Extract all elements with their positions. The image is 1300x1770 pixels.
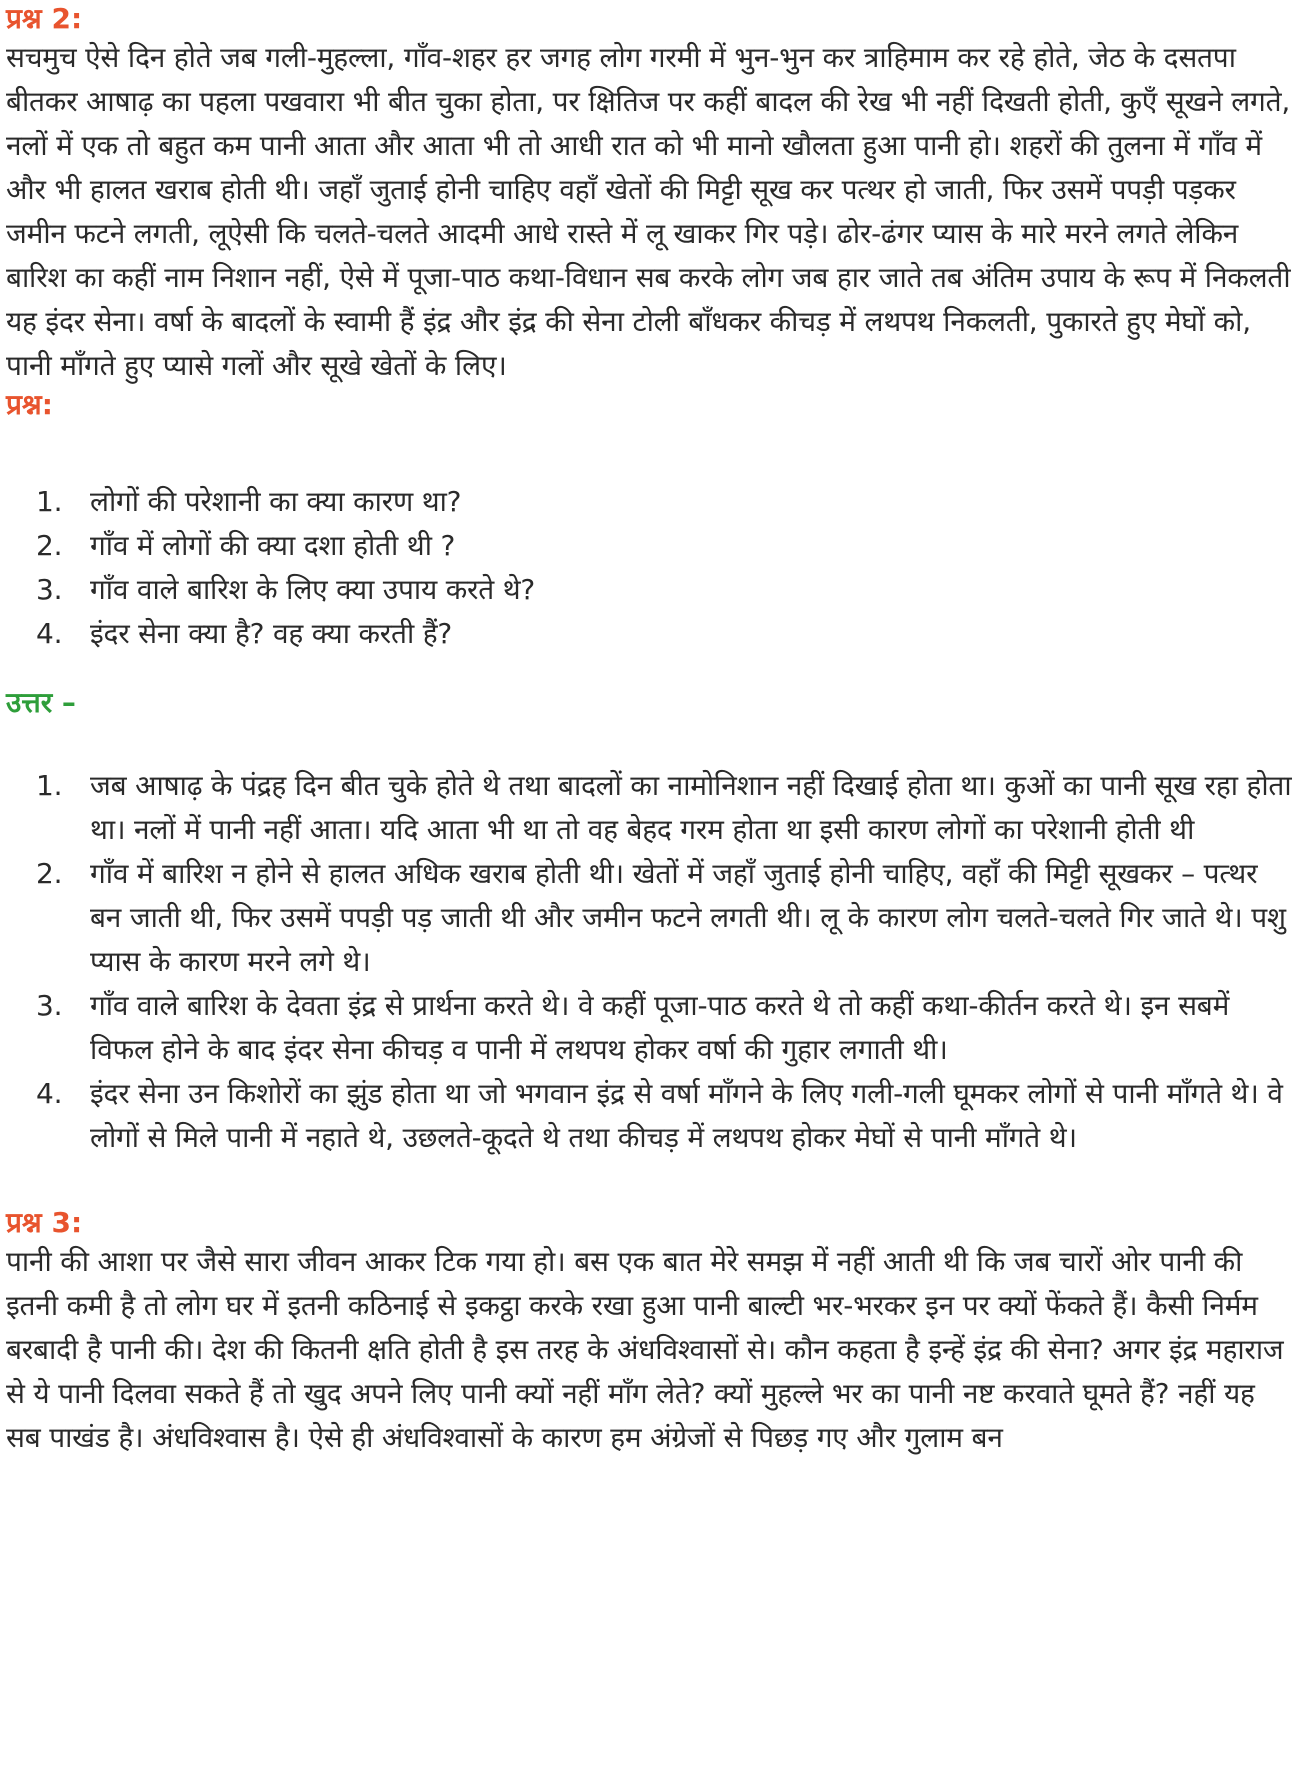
- list-item: [6, 852, 1294, 984]
- document-page: [6, 0, 1294, 1460]
- list-item: [6, 984, 1294, 1072]
- list-item-text: गाँव में बारिश न होने से हालत अधिक खराब होती थी। खेतों में जहाँ जुताई होनी चाहिए, वहाँ की मिट्टी सूखकर – पत्थर बन जाती थी, फिर उसमें पपड़ी पड़ जाती थी और जमीन फटने लगती थी। लू के कारण लोग चलते-चलते गिर जाते थे। पशु प्यास के कारण मरने लगे थे।: [90, 857, 1286, 978]
- question-2-heading: प्रश्न 2:: [6, 2, 83, 35]
- list-item: [6, 764, 1294, 852]
- list-item-text: लोगों की परेशानी का क्या कारण था?: [90, 485, 462, 518]
- answers-list: [6, 764, 1294, 1160]
- list-item: [6, 480, 1294, 524]
- list-item: [6, 568, 1294, 612]
- answers-heading: उत्तर –: [6, 686, 76, 719]
- questions-list: [6, 480, 1294, 656]
- list-item-number: 2.: [36, 529, 63, 562]
- list-item-text: इंदर सेना उन किशोरों का झुंड होता था जो भगवान इंद्र से वर्षा माँगने के लिए गली-गली घूमकर लोगों से पानी माँगते थे। वे लोगों से मिले पानी में नहाते थे, उछलते-कूदते थे तथा कीचड़ में लथपथ होकर मेघों से पानी माँगते थे।: [90, 1077, 1283, 1154]
- list-item-number: 4.: [36, 1077, 63, 1110]
- list-item-number: 4.: [36, 617, 63, 650]
- question-2-passage: सचमुच ऐसे दिन होते जब गली-मुहल्ला, गाँव-शहर हर जगह लोग गरमी में भुन-भुन कर त्राहिमाम कर रहे होते, जेठ के दसतपा बीतकर आषाढ़ का पहला पखवारा भी बीत चुका होता, पर क्षितिज पर कहीं बादल की रेख भी नहीं दिखती होती, कुएँ सूखने लगते, नलों में एक तो बहुत कम पानी आता और आता भी तो आधी रात को भी मानो खौलता हुआ पानी हो। शहरों की तुलना में गाँव में और भी हालत खराब होती थी। जहाँ जुताई होनी चाहिए वहाँ खेतों की मिट्टी सूख कर पत्थर हो जाती, फिर उसमें पपड़ी पड़कर जमीन फटने लगती, लूऐसी कि चलते-चलते आदमी आधे रास्ते में लू खाकर गिर पड़े। ढोर-ढंगर प्यास के मारे मरने लगते लेकिन बारिश का कहीं नाम निशान नहीं, ऐसे में पूजा-पाठ कथा-विधान सब करके लोग जब हार जाते तब अंतिम उपाय के रूप में निकलती यह इंदर सेना। वर्षा के बादलों के स्वामी हैं इंद्र और इंद्र की सेना टोली बाँधकर कीचड़ में लथपथ निकलती, पुकारते हुए मेघों को, पानी माँगते हुए प्यासे गलों और सूखे खेतों के लिए।: [6, 41, 1291, 382]
- list-item-text: गाँव में लोगों की क्या दशा होती थी ?: [90, 529, 456, 562]
- list-item-number: 3.: [36, 573, 63, 606]
- list-item-text: इंदर सेना क्या है? वह क्या करती हैं?: [90, 617, 453, 650]
- questions-heading: प्रश्न:: [6, 388, 53, 421]
- list-item-number: 3.: [36, 989, 63, 1022]
- list-item-number: 2.: [36, 857, 63, 890]
- list-item-text: गाँव वाले बारिश के लिए क्या उपाय करते थे?: [90, 573, 536, 606]
- list-item: [6, 524, 1294, 568]
- list-item-number: 1.: [36, 769, 63, 802]
- list-item-number: 1.: [36, 485, 63, 518]
- list-item: [6, 1072, 1294, 1160]
- question-3-passage: पानी की आशा पर जैसे सारा जीवन आकर टिक गया हो। बस एक बात मेरे समझ में नहीं आती थी कि जब चारों ओर पानी की इतनी कमी है तो लोग घर में इतनी कठिनाई से इकट्ठा करके रखा हुआ पानी बाल्टी भर-भरकर इन पर क्यों फेंकते हैं। कैसी निर्मम बरबादी है पानी की। देश की कितनी क्षति होती है इस तरह के अंधविश्वासों से। कौन कहता है इन्हें इंद्र की सेना? अगर इंद्र महाराज से ये पानी दिलवा सकते हैं तो खुद अपने लिए पानी क्यों नहीं माँग लेते? क्यों मुहल्ले भर का पानी नष्ट करवाते घूमते हैं? नहीं यह सब पाखंड है। अंधविश्वास है। ऐसे ही अंधविश्वासों के कारण हम अंग्रेजों से पिछड़ गए और गुलाम बन: [6, 1245, 1284, 1454]
- list-item-text: गाँव वाले बारिश के देवता इंद्र से प्रार्थना करते थे। वे कहीं पूजा-पाठ करते थे तो कहीं कथा-कीर्तन करते थे। इन सबमें विफल होने के बाद इंदर सेना कीचड़ व पानी में लथपथ होकर वर्षा की गुहार लगाती थी।: [90, 989, 1230, 1066]
- question-3-heading: प्रश्न 3:: [6, 1206, 83, 1239]
- list-item: [6, 612, 1294, 656]
- list-item-text: जब आषाढ़ के पंद्रह दिन बीत चुके होते थे तथा बादलों का नामोनिशान नहीं दिखाई होता था। कुओं का पानी सूख रहा होता था। नलों में पानी नहीं आता। यदि आता भी था तो वह बेहद गरम होता था इसी कारण लोगों का परेशानी होती थी: [90, 769, 1292, 846]
